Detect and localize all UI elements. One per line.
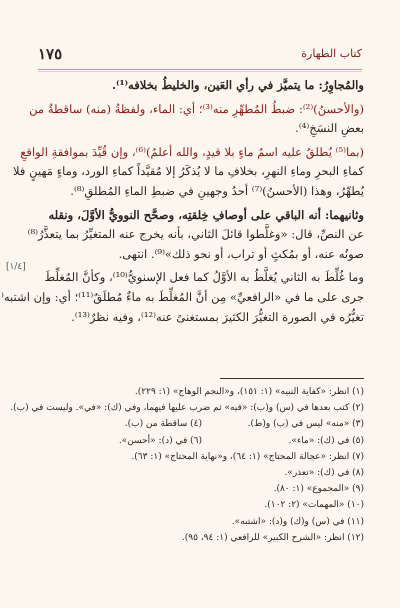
text-line-5: كماءِ البحرِ وماءِ النهرِ، بخلافِ ما لا يُذكَرُ إلا مُقيَّداً كماءِ الورد، وماءٍ مَهينٍ فلا [13, 164, 364, 179]
footnote-10: (١٠) «المهمات» (٢: ١٠٢). [264, 500, 364, 511]
footnote-11: (١١) في (س) و(ك) و(د): «اشتبه». [231, 516, 364, 527]
text-line-9: صونُه عنه، أو بمُكثٍ أو تراب، أو نحو ذلك»⁽⁹⁾. انتهى. [118, 246, 364, 261]
footnote-5: (٥) في (ك): «ماء». [288, 435, 364, 446]
chapter-title: كتاب الطهارة [301, 47, 362, 60]
text-line-4: (بما⁽⁵⁾ يُطلقُ عليه اسمُ ماءٍ بلا قيدٍ، والله أعلمُ)⁽⁶⁾، وإن قُيِّدَ بموافقةِ الواقعِ [20, 144, 364, 159]
footnote-separator [220, 378, 364, 379]
text-line-6: يُطهِّرُ، وهذا (الأحسنُ)⁽⁷⁾ أحدُ وجهينِ في ضبطِ الماءِ المُطلقِ⁽⁸⁾. [70, 183, 364, 198]
text-line-2: (والأحسنُ)⁽²⁾: ضبطُ المُطهِّرِ منه⁽³⁾؛ أي: الماء، ولفظةُ (منه) ساقطةٌ من [29, 101, 364, 116]
footnote-6: (٦) في (د): «أحسن». [118, 435, 202, 446]
text-line-8: عن النصِّ، قال: «وغلَّطوا قائلَ الثاني، بأنه يخرج عنه المتغيِّرُ بما يتعذَّرُ⁽⁸⁾ [27, 227, 364, 242]
header-rule [38, 69, 362, 70]
footnote-7: (٧) انظر: «عجالة المحتاج» (١: ٦٤)، و«نهاية المحتاج» (١: ٦٣). [131, 451, 364, 462]
page-number: ١٧٥ [38, 45, 63, 63]
text-line-7: وثانيهما: أنه الباقي على أوصافِ خِلقتِه، وصحَّح النوويُّ الأوَّلَ، ونقله [48, 207, 364, 222]
text-line-10: وما غُلِّطَ به الثاني يُغلَّطُ به الأوَّلُ كما فعل الإسنويُّ⁽¹⁰⁾، وكأنَّ المُغلِّطَ [44, 270, 364, 285]
text-line-3: بعضِ النسَخِ⁽⁴⁾. [295, 121, 364, 136]
footnote-1: (١) انظر: «كفاية النبيه» (١: ١٥١)، و«النجم الوهاج» (١: ٢٢٩). [134, 387, 364, 397]
footnote-3: (٣) «منه» ليس في (ب) و(ط). [247, 419, 364, 430]
footnote-8: (٨) في (ك): «تعذر». [284, 467, 364, 478]
footnote-9: (٩) «المجموع» (١: ٨٠). [273, 484, 364, 495]
manuscript-folio-marker: [١/٤] [6, 262, 26, 272]
footnotes [10, 384, 364, 546]
footnote-12: (١٢) انظر: «الشرح الكبير» للرافعي (١: ٩٤، ٩٥). [181, 532, 364, 543]
text-line-12: تغيُّرُه في الصورة التغيُّرَ الكثيرَ بمستغنىً عنه⁽¹²⁾، وفيه نظرٌ⁽¹³⁾. [71, 309, 364, 324]
page-header [38, 45, 362, 67]
footnote-4: (٤) ساقطة من (ب). [124, 419, 202, 430]
text-line-11: جرى على ما في «الرافعيِّ» مِن أنَّ المُغلِّطَ به ماءٌ مُطلَقٌ⁽¹¹⁾؛ أي: وإن اشتبه⁽ [0, 289, 364, 304]
header-rule-secondary [38, 71, 362, 72]
footnote-2: (٢) كتب بعدها في (س) و(ب): «فيه» ثم ضرب عليها فيهما، وفي (ك): «في». وليست في (ب). [10, 403, 364, 414]
text-line-1: والمُجاوِرُ: ما يتميَّز في رأي العَين، والخليطُ بخلافه⁽¹⁾. [112, 78, 364, 92]
